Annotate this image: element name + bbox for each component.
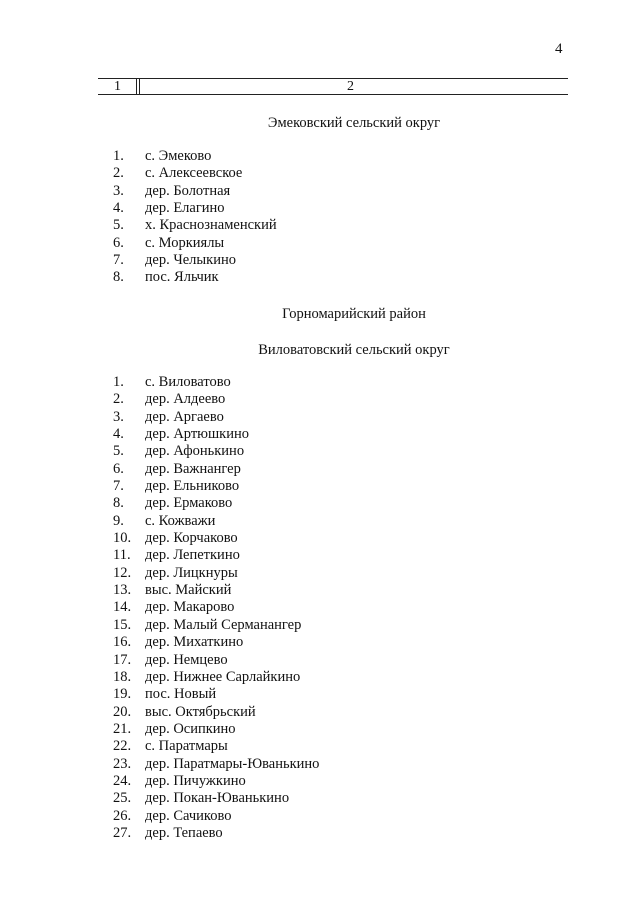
list-item-number: 9. — [113, 512, 124, 529]
list-item-number: 3. — [113, 182, 124, 199]
list-item — [113, 599, 319, 616]
page-number: 4 — [555, 41, 563, 57]
list-item — [113, 530, 319, 547]
list-item — [113, 235, 277, 252]
list-item-name: дер. Челыкино — [145, 252, 236, 269]
list-item-name: дер. Лицкнуры — [145, 564, 238, 581]
list-item-number: 3. — [113, 408, 124, 425]
list-item — [113, 269, 277, 286]
list-item-number: 2. — [113, 165, 124, 182]
list-item-number: 6. — [113, 234, 124, 251]
list-item-number: 5. — [113, 217, 124, 234]
list-item — [113, 252, 277, 269]
list-item — [113, 391, 319, 408]
list-item-number: 20. — [113, 703, 132, 720]
list-item — [113, 495, 319, 512]
list-item-number: 4. — [113, 426, 124, 443]
list-item-name: с. Эмеково — [145, 148, 212, 164]
settlement-list-vilovatovsky — [113, 374, 319, 842]
list-item-number: 10. — [113, 530, 132, 547]
list-item-name: дер. Артюшкино — [145, 426, 249, 443]
list-item-name: дер. Пичужкино — [145, 772, 246, 789]
section-heading-emekovsky: Эмековский сельский округ — [267, 115, 441, 131]
list-item-number: 14. — [113, 599, 132, 616]
list-item-name: дер. Немцево — [145, 651, 228, 668]
list-item-name: дер. Лепеткино — [145, 547, 240, 564]
list-item — [113, 217, 277, 234]
list-item-name: с. Моркиялы — [145, 234, 225, 251]
list-item-number: 17. — [113, 651, 132, 668]
list-item — [113, 669, 319, 686]
list-item-number: 1. — [113, 374, 124, 390]
list-item-number: 4. — [113, 200, 124, 217]
list-item-name: дер. Сачиково — [145, 807, 232, 824]
section-heading-vilovatovsky: Виловатовский сельский округ — [258, 342, 450, 358]
list-item — [113, 652, 319, 669]
list-item — [113, 686, 319, 703]
list-item — [113, 461, 319, 478]
table-header-row — [98, 78, 568, 95]
list-item — [113, 773, 319, 790]
list-item-name: дер. Афонькино — [145, 443, 245, 460]
list-item-name: дер. Ермаково — [145, 495, 233, 512]
list-item-name: дер. Болотная — [145, 182, 231, 199]
list-item — [113, 478, 319, 495]
list-item — [113, 183, 277, 200]
list-item-name: дер. Корчаково — [145, 530, 238, 547]
list-item-number: 22. — [113, 738, 132, 755]
list-item-number: 24. — [113, 772, 132, 789]
district-heading: Горномарийский район — [282, 306, 426, 322]
list-item-number: 2. — [113, 391, 124, 408]
list-item — [113, 426, 319, 443]
list-item — [113, 200, 277, 217]
list-item — [113, 165, 277, 182]
list-item-name: дер. Малый Серманангер — [145, 616, 302, 633]
list-item — [113, 808, 319, 825]
list-item-number: 16. — [113, 634, 132, 651]
list-item-name: дер. Тепаево — [145, 824, 223, 841]
list-item-name: с. Виловатово — [145, 374, 231, 390]
list-item-name: пос. Яльчик — [145, 269, 219, 286]
list-item — [113, 756, 319, 773]
list-item-name: с. Кожважи — [145, 512, 216, 529]
list-item — [113, 409, 319, 426]
list-item-name: дер. Михаткино — [145, 634, 244, 651]
list-item — [113, 617, 319, 634]
list-item-number: 7. — [113, 478, 124, 495]
list-item-number: 11. — [113, 547, 131, 564]
list-item-number: 8. — [113, 495, 124, 512]
list-item — [113, 634, 319, 651]
list-item-number: 23. — [113, 755, 132, 772]
list-item-number: 27. — [113, 824, 132, 841]
list-item-number: 15. — [113, 616, 132, 633]
list-item-name: дер. Осипкино — [145, 720, 236, 737]
list-item-number: 21. — [113, 720, 132, 737]
list-item-name: дер. Елагино — [145, 200, 225, 217]
list-item-number: 8. — [113, 269, 124, 286]
list-item — [113, 148, 277, 165]
list-item — [113, 721, 319, 738]
list-item — [113, 825, 319, 842]
list-item — [113, 582, 319, 599]
list-item-name: с. Паратмары — [145, 738, 228, 755]
list-item-name: выс. Майский — [145, 582, 232, 599]
list-item-name: с. Алексеевское — [145, 165, 243, 182]
list-item — [113, 738, 319, 755]
list-item-name: дер. Паратмары-Юванькино — [145, 755, 320, 772]
list-item-number: 7. — [113, 252, 124, 269]
list-item-number: 6. — [113, 460, 124, 477]
list-item-name: дер. Алдеево — [145, 391, 226, 408]
list-item-name: дер. Ельниково — [145, 478, 240, 495]
column-divider — [136, 79, 140, 94]
list-item-name: пос. Новый — [145, 686, 217, 703]
table-header-col2: 2 — [347, 79, 354, 94]
list-item-number: 18. — [113, 668, 132, 685]
list-item-name: дер. Аргаево — [145, 408, 224, 425]
list-item — [113, 443, 319, 460]
table-header-col1: 1 — [114, 79, 121, 94]
list-item — [113, 513, 319, 530]
list-item-number: 25. — [113, 790, 132, 807]
list-item — [113, 547, 319, 564]
list-item-name: выс. Октябрьский — [145, 703, 256, 720]
list-item-number: 1. — [113, 148, 124, 164]
list-item-number: 26. — [113, 807, 132, 824]
list-item — [113, 374, 319, 391]
list-item-number: 5. — [113, 443, 124, 460]
list-item-number: 19. — [113, 686, 132, 703]
list-item — [113, 790, 319, 807]
settlement-list-emekovsky — [113, 148, 277, 287]
list-item-name: дер. Нижнее Сарлайкино — [145, 668, 301, 685]
list-item — [113, 704, 319, 721]
list-item — [113, 565, 319, 582]
list-item-name: дер. Важнангер — [145, 460, 241, 477]
list-item-name: дер. Макарово — [145, 599, 235, 616]
list-item-name: дер. Покан-Юванькино — [145, 790, 290, 807]
list-item-name: х. Краснознаменский — [145, 217, 277, 234]
list-item-number: 13. — [113, 582, 132, 599]
list-item-number: 12. — [113, 564, 132, 581]
